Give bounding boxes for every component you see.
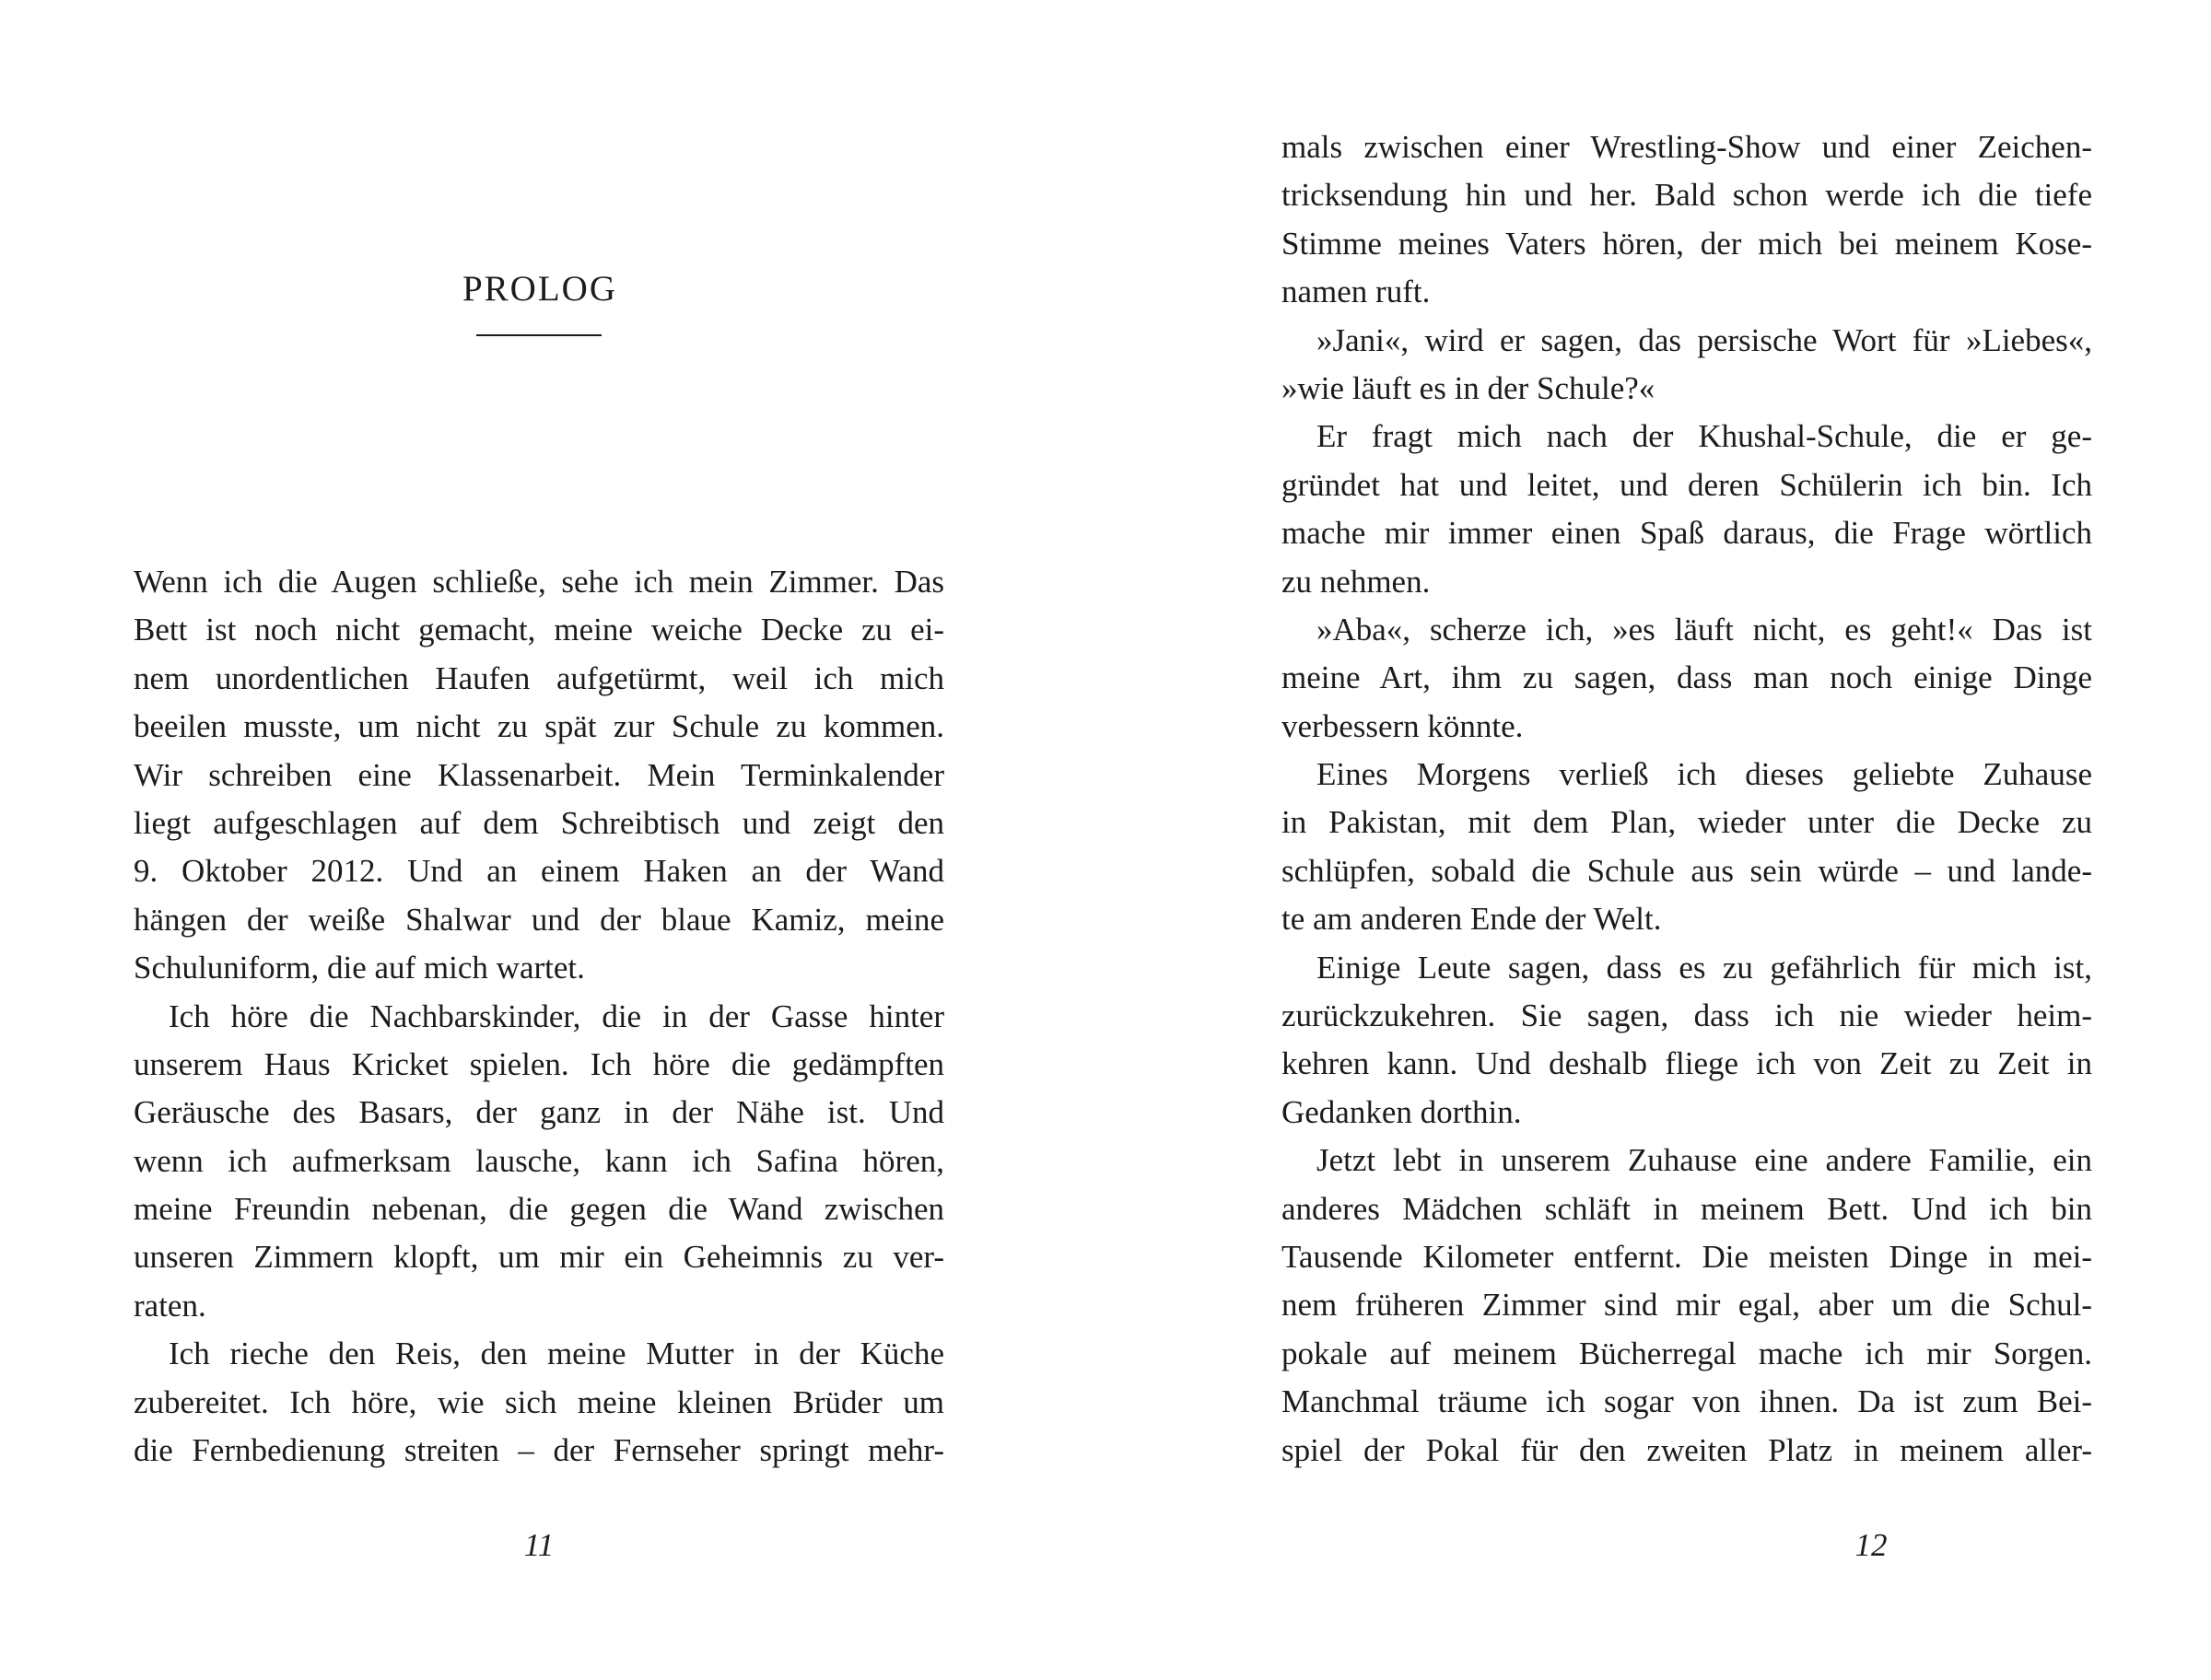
text-line: anderes Mädchen schläft in meinem Bett. Und ich bin	[1281, 1190, 2092, 1227]
text-line: raten.	[134, 1287, 206, 1324]
text-line: unseren Zimmern klopft, um mir ein Geheimnis zu ver-	[134, 1239, 944, 1276]
text-line: Einige Leute sagen, dass es zu gefährlich für mich ist,	[1316, 949, 2092, 986]
page-number-left: 11	[523, 1527, 555, 1563]
text-line: namen ruft.	[1281, 274, 1431, 310]
text-line: mache mir immer einen Spaß daraus, die Frage wörtlich	[1281, 515, 2092, 552]
text-line: Gedanken dorthin.	[1281, 1093, 1522, 1130]
text-line: Wir schreiben eine Klassenarbeit. Mein Terminkalender	[134, 756, 944, 793]
right-page	[1106, 0, 2211, 1680]
text-line: zurückzukehren. Sie sagen, dass ich nie wieder heim-	[1281, 998, 2092, 1034]
text-line: meine Freundin nebenan, die gegen die Wand zwischen	[134, 1191, 944, 1228]
text-line: »Aba«, scherze ich, »es läuft nicht, es geht!« Das ist	[1316, 611, 2092, 648]
text-line: hängen der weiße Shalwar und der blaue Kamiz, meine	[134, 901, 944, 938]
text-line: Ich rieche den Reis, den meine Mutter in der Küche	[169, 1336, 944, 1372]
left-page-text	[134, 558, 944, 1475]
text-line: zubereitet. Ich höre, wie sich meine kleinen Brüder um	[134, 1383, 944, 1420]
text-line: liegt aufgeschlagen auf dem Schreibtisch und zeigt den	[134, 804, 944, 841]
text-line: Jetzt lebt in unserem Zuhause eine andere Familie, ein	[1316, 1142, 2092, 1179]
text-line: Schuluniform, die auf mich wartet.	[134, 950, 585, 986]
text-line: zu nehmen.	[1281, 563, 1431, 600]
text-line: nem früheren Zimmer sind mir egal, aber um die Schul-	[1281, 1287, 2092, 1324]
text-line: Er fragt mich nach der Khushal-Schule, die er ge-	[1316, 418, 2092, 455]
heading-rule	[476, 334, 602, 336]
text-line: wenn ich aufmerksam lausche, kann ich Safina hören,	[134, 1142, 944, 1179]
text-line: mals zwischen einer Wrestling-Show und einer Zeichen-	[1281, 129, 2092, 165]
text-line: verbessern könnte.	[1281, 707, 1524, 744]
text-line: nem unordentlichen Haufen aufgetürmt, weil ich mich	[134, 659, 944, 696]
text-line: »wie läuft es in der Schule?«	[1281, 369, 1655, 406]
text-line: Stimme meines Vaters hören, der mich bei meinem Kose-	[1281, 225, 2092, 262]
chapter-heading: PROLOG	[462, 269, 618, 309]
text-line: kehren kann. Und deshalb fliege ich von Zeit zu Zeit in	[1281, 1045, 2092, 1082]
text-line: »Jani«, wird er sagen, das persische Wort für »Liebes«,	[1316, 321, 2092, 358]
text-line: te am anderen Ende der Welt.	[1281, 901, 1662, 938]
text-line: die Fernbedienung streiten – der Fernseher springt mehr-	[134, 1432, 944, 1469]
right-page-text	[1281, 123, 2092, 1475]
text-line: Tausende Kilometer entfernt. Die meisten Dinge in mei-	[1281, 1238, 2092, 1275]
text-line: meine Art, ihm zu sagen, dass man noch einige Dinge	[1281, 659, 2092, 696]
text-line: schlüpfen, sobald die Schule aus sein würde – und lande-	[1281, 852, 2092, 889]
page-number-right: 12	[1854, 1527, 1888, 1563]
text-line: Eines Morgens verließ ich dieses geliebte Zuhause	[1316, 756, 2092, 793]
text-line: Geräusche des Basars, der ganz in der Nähe ist. Und	[134, 1094, 944, 1131]
text-line: pokale auf meinem Bücherregal mache ich mir Sorgen.	[1281, 1335, 2092, 1371]
text-line: gründet hat und leitet, und deren Schülerin ich bin. Ich	[1281, 466, 2092, 503]
text-line: Wenn ich die Augen schließe, sehe ich mein Zimmer. Das	[134, 564, 944, 600]
text-line: tricksendung hin und her. Bald schon werde ich die tiefe	[1281, 177, 2092, 214]
text-line: Ich höre die Nachbarskinder, die in der Gasse hinter	[169, 998, 944, 1034]
text-line: spiel der Pokal für den zweiten Platz in meinem aller-	[1281, 1431, 2092, 1468]
text-line: unserem Haus Kricket spielen. Ich höre die gedämpften	[134, 1045, 944, 1082]
text-line: 9. Oktober 2012. Und an einem Haken an der Wand	[134, 853, 944, 890]
text-line: beeilen musste, um nicht zu spät zur Schule zu kommen.	[134, 708, 944, 745]
text-line: Manchmal träume ich sogar von ihnen. Da ist zum Bei-	[1281, 1383, 2092, 1420]
text-line: in Pakistan, mit dem Plan, wieder unter die Decke zu	[1281, 804, 2092, 841]
text-line: Bett ist noch nicht gemacht, meine weiche Decke zu ei-	[134, 612, 944, 648]
